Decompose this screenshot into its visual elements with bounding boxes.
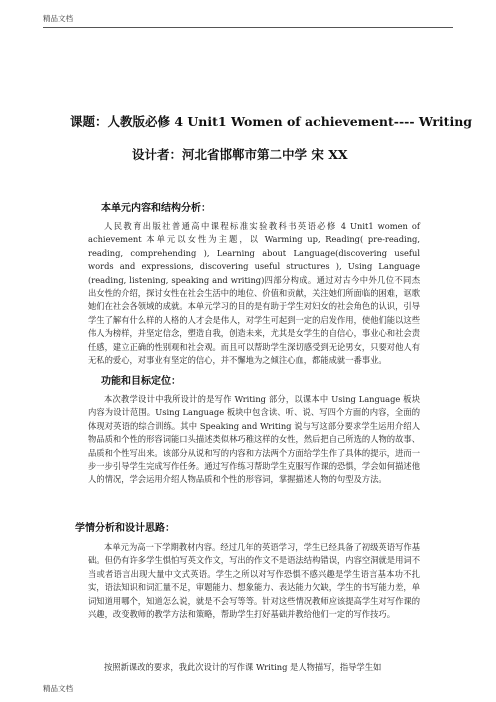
header-divider bbox=[43, 27, 453, 28]
page-footer-label: 精品文档 bbox=[43, 684, 73, 693]
section-heading-unit-analysis: 本单元内容和结构分析： bbox=[101, 203, 211, 214]
section-paragraph: 本单元为高一下学期教材内容。经过几年的英语学习，学生已经具备了初级英语写作基础。但仍有许多学生惧怕写英文作文，写出的作文不是语法结构错误，内容空洞就是用词不当或者语言出现大量中文式英语。学生之所以对写作恐惧不感兴趣是学生语言基本功不扎实，语法知识和词汇量不足，审题能力、想象能力、表达能力欠缺，学生的书写能力差，单词知道用哪个，知道怎么说，就是不会写等等。针对这些情况教师应该提高学生对写作课的兴趣，改变教师的教学方法和策略，帮助学生打好基础并教给他们一定的写作技巧。 bbox=[88, 542, 420, 620]
lesson-title: 课题：人教版必修 4 Unit1 Women of achievement---- Writing bbox=[70, 114, 473, 129]
section-paragraph: 人民教育出版社普通高中课程标准实验教科书英语必修 4 Unit1 women of achievement 本单元以女性为主题，以 Warming up, Reading( pre-reading, reading, comprehending ), Learning about Language(discovering useful words and expressions, discovering useful structures ), Using Language (reading, listening, speaking and writing)四部分构成。通过对古今中外几位不同杰出女性的介绍，探讨女性在社会生活中的地位、价值和贡献，关注她们所面临的困难，讴歌她们在社会各领域的成就。本单元学习的目的是有助于学生对妇女的社会角色的认识，引导学生了解有什么样的人格的人才会是伟人，对学生可起到一定的启发作用，使他们能以这些伟人为榜样，并坚定信念，塑造自我，创造未来，尤其是女学生的自信心，事业心和社会责任感，建立正确的性别观和社会观。而且可以帮助学生深切感受到无论男女，只要对他人有无私的爱心，对事业有坚定的信心，并不懈地为之倾注心血，都能成就一番事业。 bbox=[88, 221, 420, 366]
section-paragraph: 本次教学设计中我所设计的是写作 Writing 部分，以课本中 Using Language 板块内容为设计范围。Using Language 板块中包含读、听、说、写四个方面的内容，全面的体现对英语的综合训练。其中 Speaking and Writing 说与写这部分要求学生运用介绍人物品质和个性的形容词能口头描述类似林巧稚这样的女性，然后把自己所选的人物的故事、品质和个性写出来。该部分从说和写的内容和方法两个方面给学生作了具体的提示，进而一步一步引导学生完成写作任务。通过写作练习帮助学生克服写作课的恐惧，学会如何描述他人的情况，学会运用介绍人物品质和个性的形容词，掌握描述人物的句型及方法。 bbox=[88, 394, 420, 485]
designer-line: 设计者：河北省邯郸市第二中学 宋 XX bbox=[132, 147, 348, 162]
section-heading-learner-analysis: 学情分析和设计思路： bbox=[75, 523, 175, 534]
section-paragraph: 按照新课改的要求，我此次设计的写作课 Writing 是人物描写，指导学生如 bbox=[104, 662, 382, 672]
section-heading-function-goals: 功能和目标定位： bbox=[101, 376, 181, 387]
page-header-label: 精品文档 bbox=[43, 14, 73, 23]
